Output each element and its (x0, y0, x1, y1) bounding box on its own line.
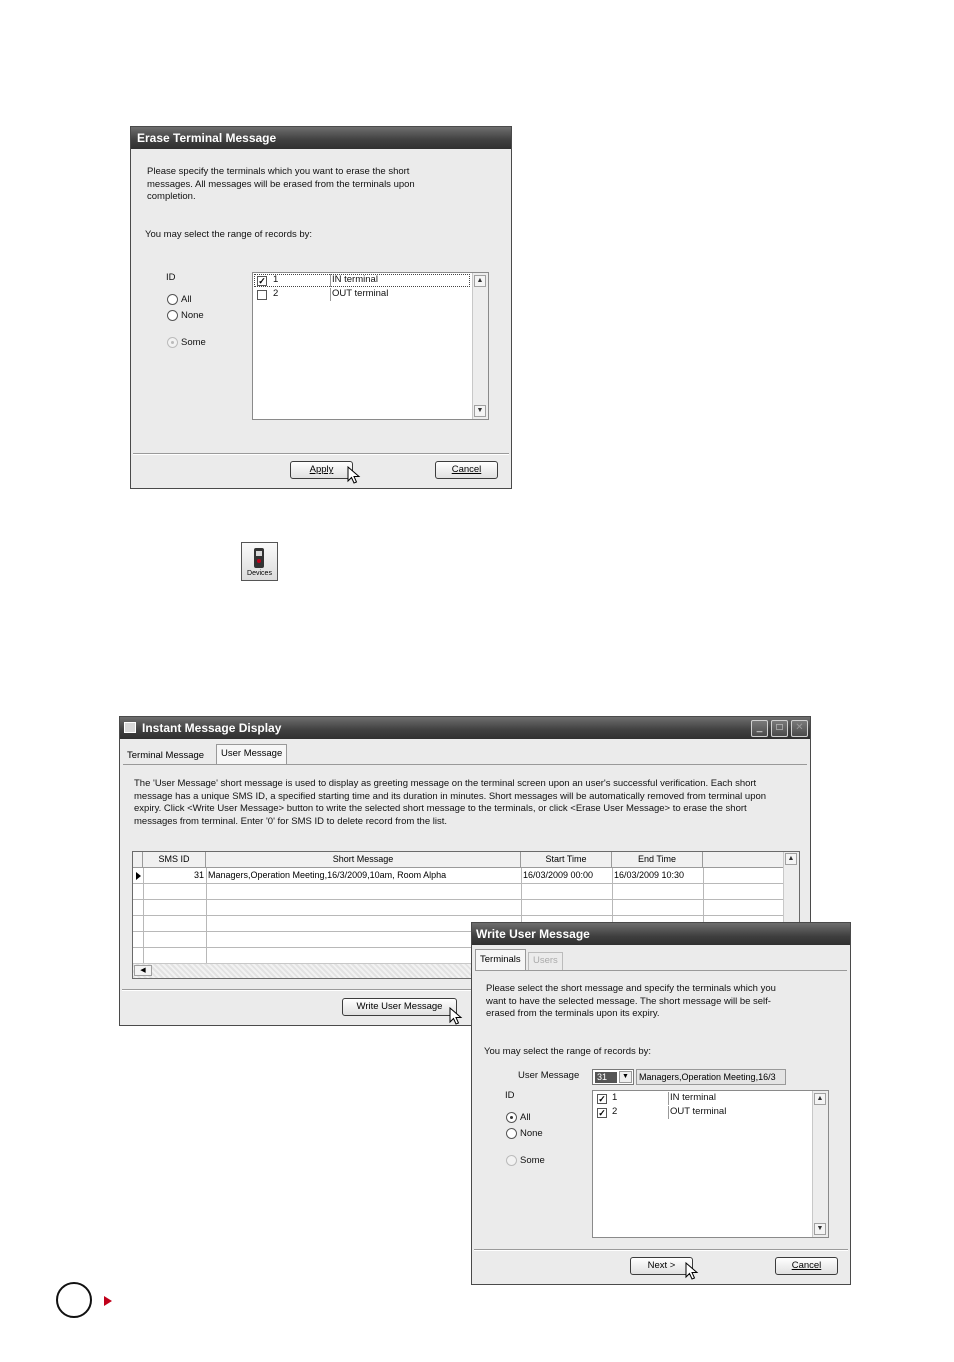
radio-some[interactable] (506, 1155, 517, 1166)
radio-none-label: None (520, 1128, 543, 1139)
apply-button[interactable]: Apply (290, 461, 353, 479)
vertical-scrollbar[interactable] (812, 1091, 828, 1237)
terminal-list[interactable] (592, 1090, 829, 1238)
write-user-message-dialog (471, 922, 851, 1285)
radio-all-label: All (520, 1112, 531, 1123)
instructions-text: Please specify the terminals which you want to erase the short messages. All messages will be erased from the terminals upon completion. (147, 166, 415, 202)
selected-id: 31 (595, 1072, 617, 1083)
user-message-select[interactable] (592, 1069, 634, 1085)
grid-line (133, 883, 785, 884)
radio-some[interactable] (167, 337, 178, 348)
column-header-sms-id[interactable]: SMS ID (143, 852, 206, 868)
scroll-down-icon[interactable]: ▼ (474, 405, 486, 417)
description-text: The 'User Message' short message is used to display as greeting message on the terminal screen upon an user's successful verification. Each short message has a unique SMS ID, a specified starting time and its duration in minutes. Short messages will be automatically removed from terminal upon expiry. Click <Write User Message> button to write the selected short message to the terminals, or click <Erase User Message> to erase the short messages from terminal. Enter '0' for SMS ID to delete record from the list. (134, 778, 767, 827)
window-title: Instant Message Display (120, 717, 810, 739)
terminal-id: 1 (273, 274, 279, 285)
app-icon (124, 722, 136, 733)
scroll-up-icon[interactable]: ▲ (814, 1093, 826, 1105)
radio-all[interactable] (167, 294, 178, 305)
column-header-empty (703, 852, 785, 868)
user-message-label: User Message (518, 1070, 580, 1081)
cell-sms-id[interactable]: 31 (193, 870, 204, 880)
tab-panel-border (123, 764, 807, 765)
write-user-message-button[interactable]: Write User Message (342, 998, 457, 1016)
mouse-pointer-icon (685, 1262, 699, 1282)
terminal-checkbox[interactable]: ✓ (598, 1094, 606, 1104)
tab-user-message[interactable]: User Message (216, 744, 287, 764)
id-label: ID (505, 1090, 515, 1101)
grid-line (133, 915, 785, 916)
column-header-short-message[interactable]: Short Message (206, 852, 521, 868)
scroll-up-icon[interactable]: ▲ (474, 275, 486, 287)
erase-terminal-message-dialog (130, 126, 512, 489)
radio-some-label: Some (520, 1155, 545, 1166)
devices-label: Devices (247, 570, 272, 577)
instructions-text: Please select the short message and specify the terminals which you want to have the selected message. The short message will be self-erased from the terminals upon its expiry. (486, 983, 776, 1019)
page-number-circle (56, 1282, 92, 1318)
dialog-title: Write User Message (472, 923, 850, 945)
next-button[interactable]: Next > (630, 1257, 693, 1275)
terminal-id: 2 (273, 288, 279, 299)
terminal-name: IN terminal (670, 1092, 716, 1103)
terminal-checkbox[interactable]: ✓ (598, 1108, 606, 1118)
table-row[interactable] (133, 868, 785, 883)
terminal-name: OUT terminal (670, 1106, 727, 1117)
tab-terminals[interactable]: Terminals (475, 949, 526, 970)
terminal-id: 2 (612, 1106, 618, 1117)
row-pointer-icon (136, 872, 141, 880)
cancel-button[interactable]: Cancel (435, 461, 498, 479)
tab-panel-border (475, 970, 847, 971)
page-marker-arrow-icon (104, 1296, 112, 1306)
radio-none-label: None (181, 310, 204, 321)
devices-icon[interactable] (241, 542, 278, 581)
cell-start-time[interactable]: 16/03/2009 00:00 (523, 870, 594, 880)
terminal-list[interactable] (252, 272, 489, 420)
divider (474, 1249, 848, 1251)
terminal-checkbox[interactable] (257, 290, 267, 300)
radio-none[interactable] (506, 1128, 517, 1139)
cell-end-time[interactable]: 16/03/2009 10:30 (614, 870, 685, 880)
range-prompt: You may select the range of records by: (145, 229, 313, 240)
tab-users[interactable]: Users (528, 952, 563, 970)
terminal-checkbox[interactable]: ✓ (258, 276, 266, 286)
radio-none[interactable] (167, 310, 178, 321)
scroll-down-icon[interactable]: ▼ (814, 1223, 826, 1235)
grid-line (133, 899, 785, 900)
mouse-pointer-icon (347, 466, 361, 486)
column-header-start-time[interactable]: Start Time (521, 852, 612, 868)
range-prompt: You may select the range of records by: (484, 1046, 652, 1057)
tab-terminal-message[interactable]: Terminal Message (127, 750, 205, 761)
column-header-end-time[interactable]: End Time (612, 852, 703, 868)
scroll-up-icon[interactable]: ▲ (785, 853, 797, 865)
scroll-left-icon[interactable]: ◀ (134, 965, 152, 976)
terminal-name: OUT terminal (332, 288, 389, 299)
radio-some-label: Some (181, 337, 206, 348)
close-icon[interactable]: ✕ (791, 720, 808, 737)
dialog-title: Erase Terminal Message (131, 127, 511, 149)
cell-short-message[interactable]: Managers,Operation Meeting,16/3/2009,10am, Room Alpha (208, 870, 447, 880)
vertical-scrollbar[interactable] (472, 273, 488, 419)
cancel-button[interactable]: Cancel (775, 1257, 838, 1275)
row-header-corner (133, 852, 143, 868)
id-label: ID (166, 272, 176, 283)
selected-message-field: Managers,Operation Meeting,16/3 (636, 1069, 786, 1085)
maximize-icon[interactable]: □ (771, 720, 788, 737)
terminal-name: IN terminal (332, 274, 378, 285)
terminal-id: 1 (612, 1092, 618, 1103)
chevron-down-icon[interactable]: ▼ (619, 1071, 632, 1083)
mouse-pointer-icon (449, 1007, 463, 1027)
radio-all-label: All (181, 294, 192, 305)
radio-all[interactable] (506, 1112, 517, 1123)
minimize-icon[interactable]: _ (751, 720, 768, 737)
divider (133, 453, 509, 455)
